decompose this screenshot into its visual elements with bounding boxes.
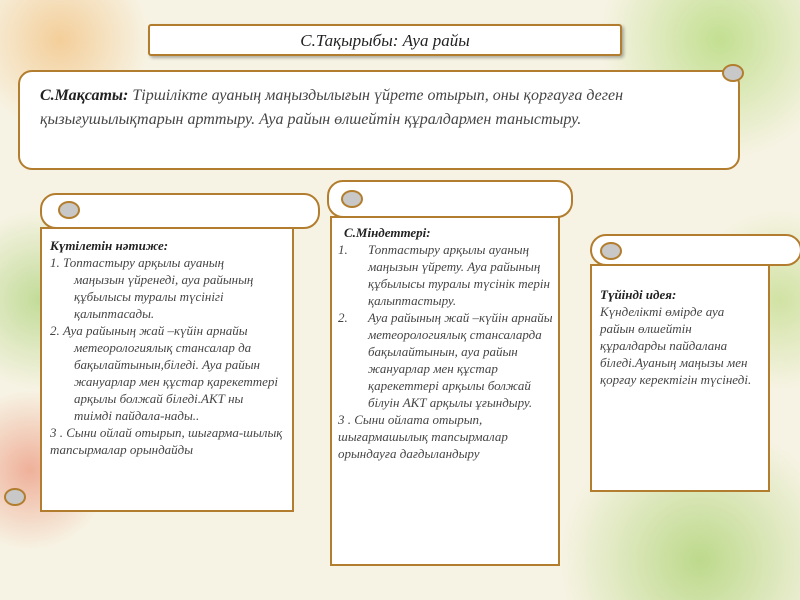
expected-item: 2. Ауа райының жай –күйін арнайы метеорологиялық стансалар да бақылайтынын,біледі. Ауа райын жануарлар мен құстар қарекеттері арқылы болжай біледі.АКТ ны тиімді пайдала-нады.. [50,323,279,423]
scroll-curl-icon [600,242,622,260]
scroll-curl-icon [58,201,80,219]
expected-item: 1. Топтастыру арқылы ауаның маңызын үйренеді, ауа райының құбылысы туралы түсінігі қалыптасады. [50,255,254,321]
tasks-scroll [330,216,560,566]
topic-title: С.Тақырыбы: Ауа райы [300,31,470,50]
tasks-scroll-top [327,180,573,218]
goal-label: С.Мақсаты: [40,87,129,104]
task-item: 1. Топтастыру арқылы ауаның маңызын үйрету. Ауа райының құбылысы туралы түсінік терін қалыптастыру. [338,242,550,308]
idea-heading: Түйінді идея: [600,287,677,302]
tasks-heading: С.Міндеттері: [344,225,431,240]
task-item: 2. Ауа райының жай –күйін арнайы метеорологиялық стансаларда бақылайтынын, ауа райын жануарлар мен құстар қарекеттері арқылы болжай білуін АКТ арқылы ұғындыру. [338,310,553,410]
idea-scroll-top [590,234,800,266]
goal-scroll [18,70,740,170]
idea-text: Күнделікті өмірде ауа райын өлшейтін құралдарды пайдалана біледі.Ауаның маңызы мен қорғау керектігін түсінеді. [600,304,752,387]
scroll-curl-icon [4,488,26,506]
scroll-curl-icon [341,190,363,208]
scroll-curl-icon [722,64,744,82]
expected-item: 3 . Сыни ойлай отырып, шығарма-шылық тапсырмалар орындайды [50,425,283,457]
task-last: 3 . Сыни ойлата отырып, шығармашылық тапсырмалар орындауға дағдыландыру [338,412,508,461]
goal-text: Тіршілікте ауаның маңыздылығын үйрете отырып, оны қорғауға деген қызығушылықтарын арттыру. Ауа райын өлшейтін құралдармен таныстыру. [40,87,624,128]
idea-scroll [590,264,770,492]
topic-banner [148,24,622,56]
expected-heading: Күтілетін нәтиже: [50,238,169,253]
expected-scroll-top [40,193,320,229]
expected-scroll [40,227,294,512]
